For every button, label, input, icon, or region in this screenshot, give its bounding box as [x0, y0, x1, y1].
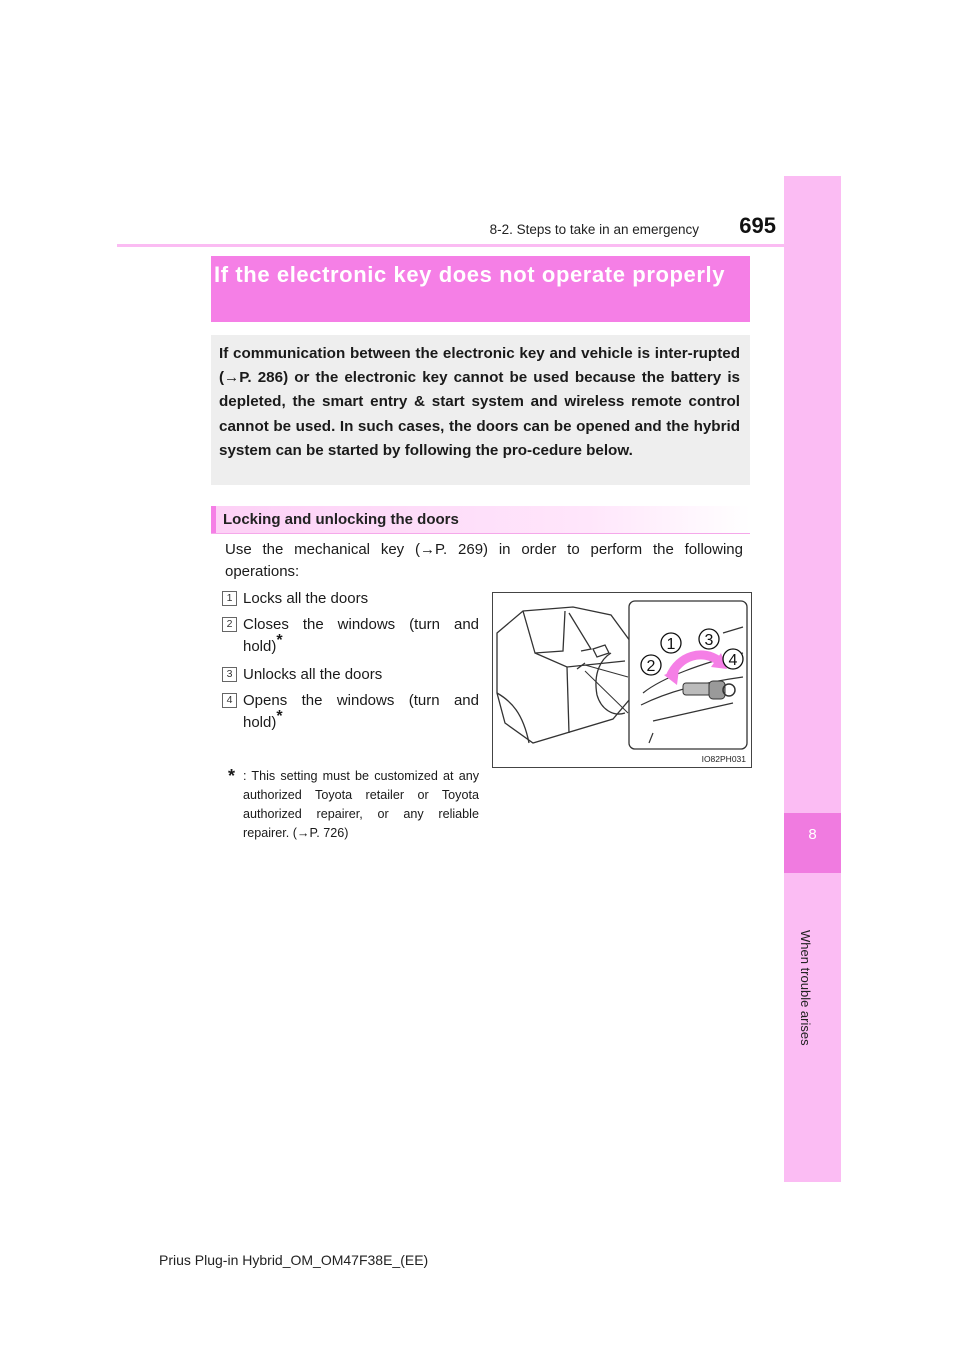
document-footer: Prius Plug-in Hybrid_OM_OM47F38E_(EE): [159, 1252, 429, 1268]
footnote-text: : This setting must be customized at any authorized Toyota retailer or Toyota authorized repairer, or any reliable repairer. (→P. 726): [243, 769, 479, 840]
section-header: 8-2. Steps to take in an emergency: [489, 222, 699, 237]
chapter-tab[interactable]: [784, 813, 841, 873]
step-text-1: Locks all the doors: [243, 590, 369, 607]
section-accent: [211, 506, 216, 534]
car-door-illustration: [493, 593, 751, 767]
section-title: Locking and unlocking the doors: [223, 511, 459, 528]
step-text-2: Closes the windows (turn and hold)*: [243, 616, 479, 655]
page-title: If the electronic key does not operate properly: [214, 262, 726, 287]
step-number-2: 2: [222, 617, 237, 632]
figure-label-2: 2: [646, 658, 656, 675]
step-number-1: 1: [222, 591, 237, 606]
step-number-4: 4: [222, 693, 237, 708]
figure-label-3: 3: [704, 632, 714, 649]
chapter-number: 8: [808, 826, 817, 843]
figure-code: IO82PH031: [701, 754, 746, 764]
step-text-4: Opens the windows (turn and hold)*: [243, 692, 479, 731]
step-text-3: Unlocks all the doors: [243, 666, 383, 683]
chapter-label: When trouble arises: [798, 930, 813, 1046]
section-body: Use the mechanical key (→P. 269) in order to perform the following operations:: [225, 541, 743, 580]
figure-label-1: 1: [666, 636, 676, 653]
page-number: 695: [739, 213, 776, 238]
figure-label-4: 4: [728, 652, 738, 669]
step-number-3: 3: [222, 667, 237, 682]
footnote-mark: *: [228, 766, 236, 786]
intro-text: If communication between the electronic key and vehicle is inter-rupted (→P. 286) or the electronic key cannot be used because the battery is depleted, the smart entry & start system and wireless remote control cannot be used. In such cases, the doors can be opened and the hybrid system can be started by following the pro-cedure below.: [219, 345, 740, 459]
section-underline: [211, 533, 750, 534]
header-divider: [117, 244, 784, 247]
key-operation-illustration: [492, 592, 752, 768]
